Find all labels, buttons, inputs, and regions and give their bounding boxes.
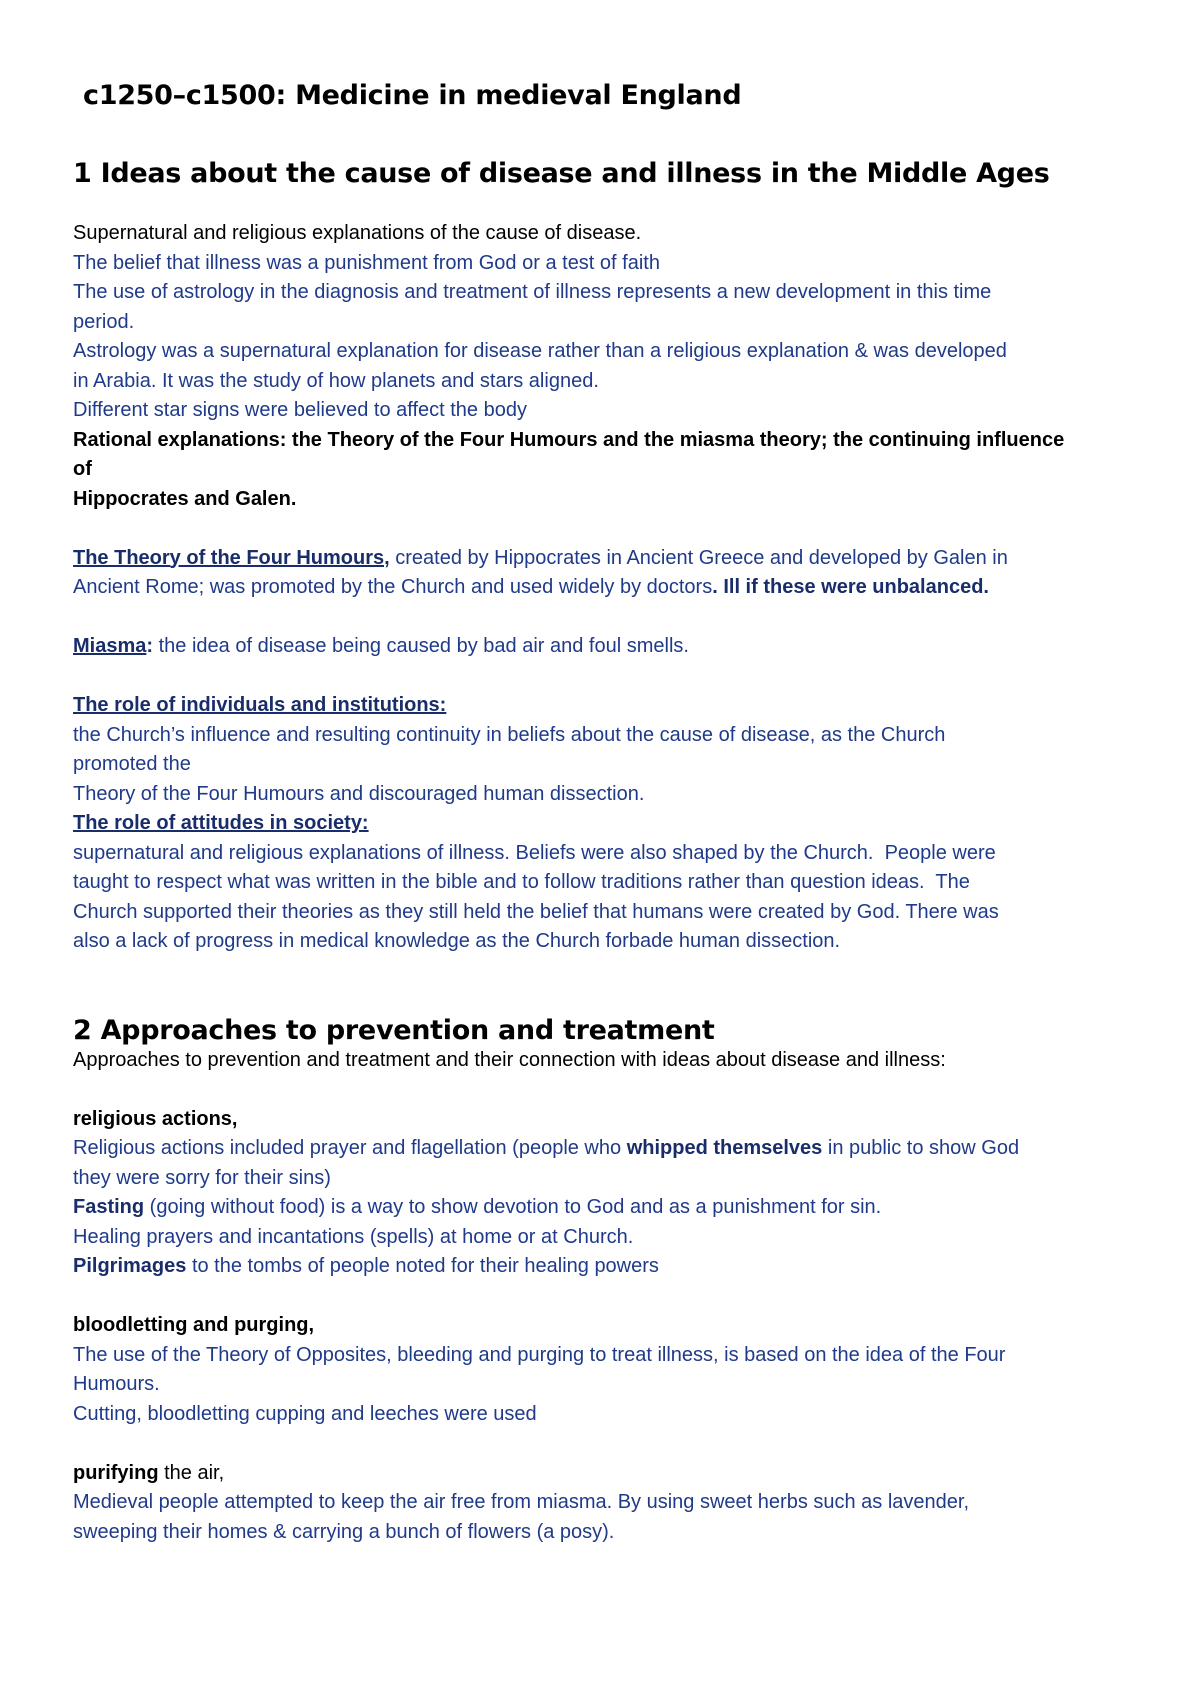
miasma-term: Miasma xyxy=(73,635,147,657)
fasting-text: (going without food) is a way to show devotion to God and as a punishment for sin. xyxy=(144,1196,882,1218)
attitudes-line: supernatural and religious explanations of illness. Beliefs were also shaped by the Church. People were xyxy=(73,841,996,864)
pilgrimages-text: to the tombs of people noted for their healing powers xyxy=(186,1255,659,1277)
section1-line: Astrology was a supernatural explanation for disease rather than a religious explanation & was developed xyxy=(73,340,1007,362)
four-humours-text: created by Hippocrates in Ancient Greece and developed by Galen in xyxy=(389,546,1008,569)
pilgrimages-term: Pilgrimages xyxy=(73,1255,187,1277)
individuals-heading: The role of individuals and institutions: xyxy=(73,694,447,716)
four-humours-term: The Theory of the Four Humours, xyxy=(73,546,390,569)
section1-line: The belief that illness was a punishment from God or a test of faith xyxy=(73,251,660,274)
rational-explanations-line: of xyxy=(73,458,92,480)
miasma-paragraph xyxy=(73,632,1133,662)
religious-text: in public to show God xyxy=(822,1137,1020,1159)
section1-line: The use of astrology in the diagnosis and treatment of illness represents a new development in this time xyxy=(73,281,992,303)
four-humours-emphasis: . Ill if these were unbalanced. xyxy=(712,576,989,598)
purifying-text: the air, xyxy=(158,1461,225,1484)
attitudes-line: taught to respect what was written in the bible and to follow traditions rather than question ideas. The xyxy=(73,871,970,893)
fasting-line xyxy=(73,1193,1133,1223)
individuals-line: the Church’s influence and resulting continuity in beliefs about the cause of disease, as the Church xyxy=(73,723,946,746)
section1-line: period. xyxy=(73,310,135,333)
four-humours-paragraph xyxy=(73,544,1133,574)
section1-line: in Arabia. It was the study of how planets and stars aligned. xyxy=(73,369,599,392)
bloodletting-heading: bloodletting and purging, xyxy=(73,1314,315,1336)
section1-heading: 1 Ideas about the cause of disease and illness in the Middle Ages xyxy=(73,158,1050,189)
bloodletting-line: Humours. xyxy=(73,1373,160,1395)
religious-actions-line: they were sorry for their sins) xyxy=(73,1166,331,1189)
miasma-colon: : xyxy=(146,635,154,657)
attitudes-line: Church supported their theories as they still held the belief that humans were created by God. There was xyxy=(73,900,999,923)
purifying-term: purifying xyxy=(73,1461,159,1484)
religious-actions-heading: religious actions, xyxy=(73,1107,238,1130)
purifying-heading xyxy=(73,1459,1133,1489)
document-title: c1250–c1500: Medicine in medieval England xyxy=(83,80,742,111)
purifying-line: Medieval people attempted to keep the air free from miasma. By using sweet herbs such as lavender, xyxy=(73,1491,970,1513)
section2-intro: Approaches to prevention and treatment and their connection with ideas about disease and illness: xyxy=(73,1048,946,1071)
section2-heading: 2 Approaches to prevention and treatment xyxy=(73,1014,715,1046)
healing-prayers-line: Healing prayers and incantations (spells) at home or at Church. xyxy=(73,1225,634,1248)
rational-explanations-line: Hippocrates and Galen. xyxy=(73,487,297,510)
rational-explanations-line: Rational explanations: the Theory of the Four Humours and the miasma theory; the continuing influence xyxy=(73,428,1065,451)
fasting-term: Fasting xyxy=(73,1196,145,1218)
religious-text: Religious actions included prayer and flagellation (people who xyxy=(73,1137,627,1159)
individuals-line: Theory of the Four Humours and discouraged human dissection. xyxy=(73,782,645,805)
religious-emphasis: whipped themselves xyxy=(626,1137,823,1159)
section1-line: Different star signs were believed to affect the body xyxy=(73,399,527,421)
section1-intro: Supernatural and religious explanations of the cause of disease. xyxy=(73,222,642,244)
four-humours-text: Ancient Rome; was promoted by the Church and used widely by doctors xyxy=(73,576,713,598)
purifying-line: sweeping their homes & carrying a bunch of flowers (a posy). xyxy=(73,1520,615,1543)
religious-actions-line xyxy=(73,1134,1133,1164)
bloodletting-line: Cutting, bloodletting cupping and leeches were used xyxy=(73,1402,537,1425)
document-page xyxy=(73,80,1133,1547)
bloodletting-line: The use of the Theory of Opposites, bleeding and purging to treat illness, is based on the idea of the Four xyxy=(73,1343,1006,1366)
pilgrimages-line xyxy=(73,1252,1133,1282)
attitudes-line: also a lack of progress in medical knowledge as the Church forbade human dissection. xyxy=(73,930,841,952)
individuals-line: promoted the xyxy=(73,753,191,775)
four-humours-paragraph-cont xyxy=(73,573,1133,603)
attitudes-heading: The role of attitudes in society: xyxy=(73,812,369,834)
miasma-text: the idea of disease being caused by bad air and foul smells. xyxy=(153,635,689,657)
